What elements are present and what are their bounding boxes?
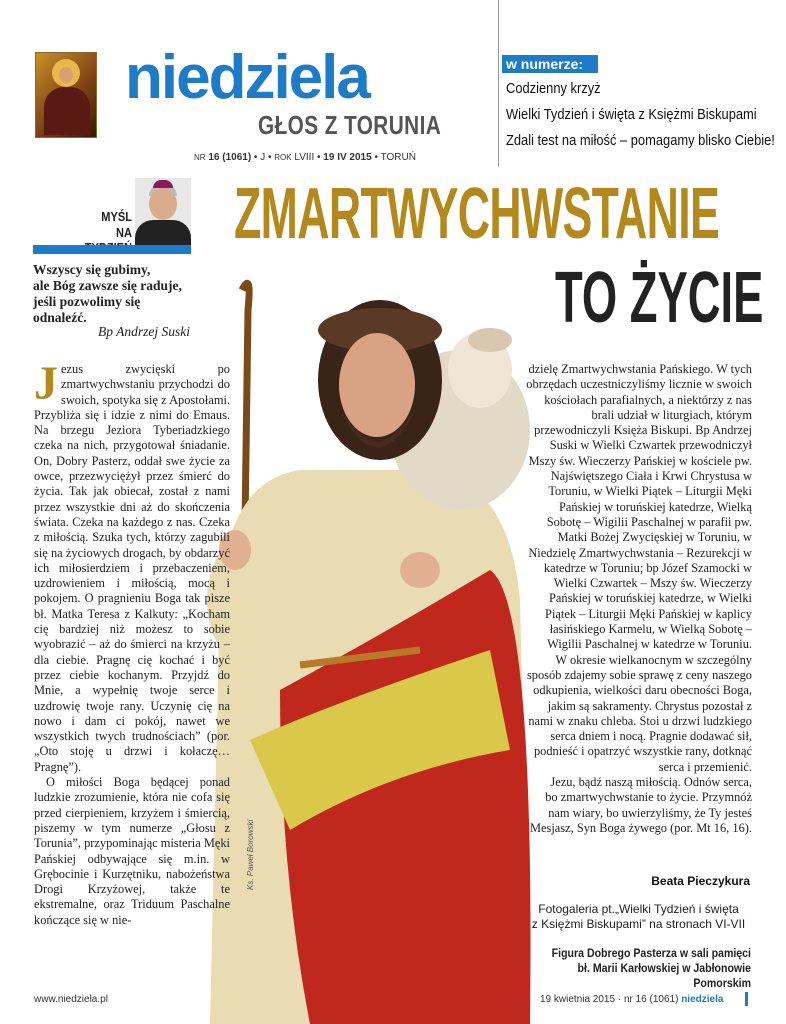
photo-caption: Figura Dobrego Pasterza w sali pamięci bł. Marii Karłowskiej w Jabłonowie Pomorskim	[551, 948, 751, 990]
thought-author: Bp Andrzej Suski	[98, 324, 190, 339]
article-column-1	[34, 357, 230, 928]
article-paragraph: O miłości Boga będącej ponad ludzkie zrozumienie, która nie cofa się przed cierpieniem, krzyżem i śmiercią, piszemy w tym numerze „Głosu z Torunia”, przypominając misteria Męki Pańskiej odbywające się m.in. w Grębocinie i Kurzętniku, nabożeństwa Drogi Krzyżowej, także te ekstremalne, oraz Triduum Paschalne kończące się w nie-	[34, 775, 230, 927]
headline-line2: TO ŻYCIE	[555, 258, 764, 338]
footer-issue: 19 kwietnia 2015 · nr 16 (1061) niedziela	[540, 994, 724, 1005]
thought-quote: Wszyscy się gubimy, ale Bóg zawsze się raduje, jeśli pozwolimy się odnaleźć.	[33, 262, 182, 325]
headline-line1: ZMARTWYCHWSTANIE	[234, 174, 720, 254]
thought-bar	[33, 245, 191, 254]
gallery-note[interactable]: Fotogaleria pt.„Wielki Tydzień i święta z Księżmi Biskupami” na stronach VI-VII	[531, 902, 746, 931]
header-divider	[498, 0, 499, 166]
article-paragraph: dzielę Zmartwychwstania Pańskiego. W tych obrzędach uczestniczyliśmy licznie w swoich kościołach parafialnych, a niektórzy z nas brali udział w liturgiach, którym przewodniczyli Księża Biskupi. Bp Andrzej Suski w Wielki Czwartek przewodniczył Mszy św. Wieczerzy Pańskiej w kościele pw. Najświętszego Ciała i Krwi Chrystusa w Toruniu, w Wielki Piątek – Liturgii Męki Pańskiej w toruńskiej katedrze, Wielką Sobotę – Wigilii Paschalnej w parafii pw. Matki Bożej Zwycięskiej w Toruniu, w Niedzielę Zmartwychwstania – Rezurekcji w katedrze w Toruniu; bp Józef Szamocki w Wielki Czwartek – Mszy św. Wieczerzy Pańskiej w toruńskiej katedrze, w Wielki Piątek – Liturgii Męki Pańskiej w kaplicy łasińskiego Karmelu, w Wielką Sobotę – Wigilii Paschalnej w katedrze w Toruniu.	[526, 362, 752, 652]
bishop-portrait	[135, 178, 191, 245]
masthead-logo[interactable]: niedziela	[125, 43, 369, 112]
thought-label: MYŚL NA	[101, 209, 132, 240]
in-issue-item[interactable]: Zdali test na miłość – pomagamy blisko Ciebie!	[506, 132, 775, 149]
photo-credit: Ks. Paweł Borowski	[246, 819, 255, 890]
footer-url[interactable]: www.niedziela.pl	[34, 994, 108, 1005]
article-paragraph: W okresie wielkanocnym w szczególny sposób zdajemy sobie sprawę z ceny naszego odkupienia, wielkości daru obecności Boga, jakim są sakramenty. Chrystus pozostał z nami w znaku chleba. Stoi u drzwi ludzkiego serca dniem i nocą. Pragnie dodawać sił, podnieść i opatrzyć wszystkie rany, dotknąć serca i przemienić.	[526, 652, 752, 774]
good-shepherd-statue-image	[190, 270, 550, 1024]
issue-info: NR 16 (1061) • J • ROK LVIII • 19 IV 2015 • TORUŃ	[194, 152, 416, 163]
article-column-2	[526, 362, 752, 836]
article-paragraph: ezus zwycięski po zmartwychwstaniu przychodzi do swoich, spotyka się z Apostołami. Przybliża się i idzie z nimi do Emaus. Na brzegu Jeziora Tyberiadzkiego czeka na nich, przygotował śniadanie. On, Dobry Pasterz, oddał swe życie za owce, przezwyciężył przez śmierć do życia. Tak jak obiecał, został z nami przez wszystkie dni aż do skończenia świata. Czeka na każdego z nas. Czeka z miłością. Szuka tych, którzy zagubili się na życiowych drogach, by obdarzyć ich miłosierdziem i przebaczeniem, uzdrowieniem i miłością, mocą i pokojem. O pragnieniu Boga tak pisze bł. Matka Teresa z Kalkuty: „Kocham cię bardziej niż możesz to sobie wyobrazić – aż do śmierci na krzyżu – dla ciebie. Pragnę cię kochać i być przez ciebie kochanym. Przyjdź do Mnie, a wypełnię twoje serce i uzdrowię twoje rany. Uczynię cię na nowo i dam ci pokój, nawet we wszystkich twych trudnościach” (por. „Oto stoję u drzwi i kołaczę… Pragnę”).	[34, 362, 230, 774]
in-issue-item[interactable]: Wielki Tydzień i święta z Księżmi Biskupami	[506, 106, 757, 123]
article-author: Beata Pieczykura	[651, 874, 750, 888]
article-paragraph: Jezu, bądź naszą miłością. Odnów serca, bo zmartwychwstanie to życie. Przymnóż nam wiary, bo uwierzyliśmy, że Ty jesteś Mesjasz, Syn Boga żywego (por. Mt 16, 16).	[530, 775, 752, 835]
footer-mark	[745, 992, 748, 1006]
madonna-icon-image	[35, 52, 97, 138]
dropcap: J	[34, 357, 58, 410]
masthead-subtitle: GŁOS Z TORUNIA	[258, 110, 442, 140]
in-issue-label: w numerze:	[502, 55, 598, 73]
in-issue-item[interactable]: Codzienny krzyż	[506, 80, 601, 97]
footer-brand: niedziela	[681, 994, 724, 1005]
